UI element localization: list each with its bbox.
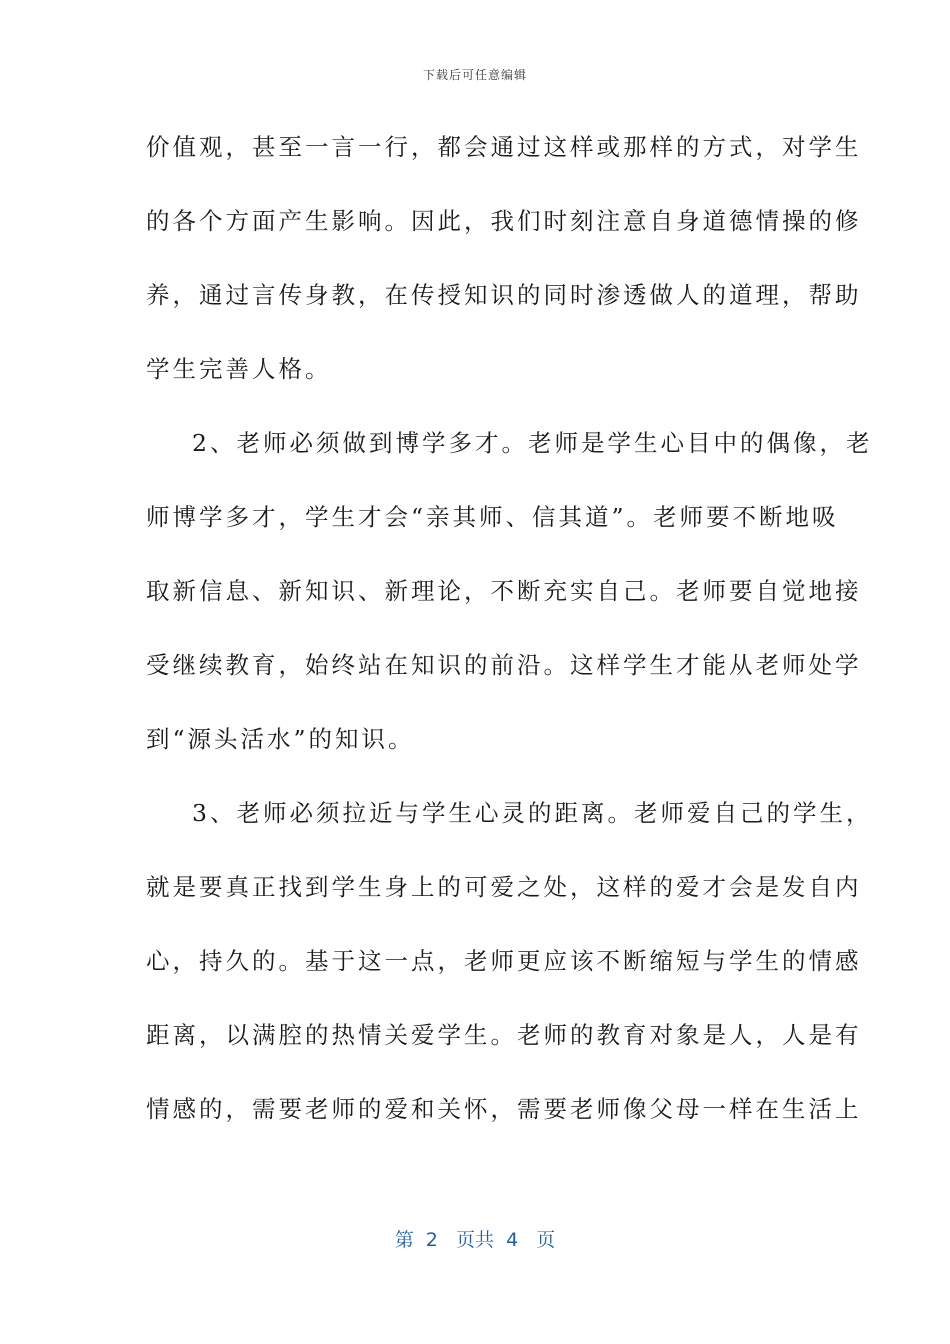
text-line: 心，持久的。基于这一点，老师更应该不断缩短与学生的情感 xyxy=(146,947,862,975)
text-line: 的各个方面产生影响。因此，我们时刻注意自身道德情操的修 xyxy=(146,207,862,235)
header-note: 下载后可任意编辑 xyxy=(422,68,527,82)
text-line: 养，通过言传身教，在传授知识的同时渗透做人的道理，帮助 xyxy=(146,281,862,309)
text-line: 情感的，需要老师的爱和关怀，需要老师像父母一样在生活上 xyxy=(146,1095,862,1123)
text-line: 学生完善人格。 xyxy=(146,355,332,383)
text-line: 价值观，甚至一言一行，都会通过这样或那样的方式，对学生 xyxy=(146,133,862,161)
page-number-footer: 第 2 页共 4 页 xyxy=(394,1229,556,1251)
document-body xyxy=(146,118,873,1154)
paragraph-2-start: 2、老师必须做到博学多才。老师是学生心目中的偶像，老 xyxy=(192,429,873,457)
text-line: 受继续教育，始终站在知识的前沿。这样学生才能从老师处学 xyxy=(146,651,862,679)
text-line: 就是要真正找到学生身上的可爱之处，这样的爱才会是发自内 xyxy=(146,873,862,901)
paragraph-3-start: 3、老师必须拉近与学生心灵的距离。老师爱自己的学生， xyxy=(192,799,873,827)
text-line: 取新信息、新知识、新理论，不断充实自己。老师要自觉地接 xyxy=(146,577,862,605)
text-line: 师博学多才，学生才会“亲其师、信其道”。老师要不断地吸 xyxy=(146,503,839,531)
text-line: 距离，以满腔的热情关爱学生。老师的教育对象是人，人是有 xyxy=(146,1021,862,1049)
text-line: 到“源头活水”的知识。 xyxy=(146,725,415,753)
